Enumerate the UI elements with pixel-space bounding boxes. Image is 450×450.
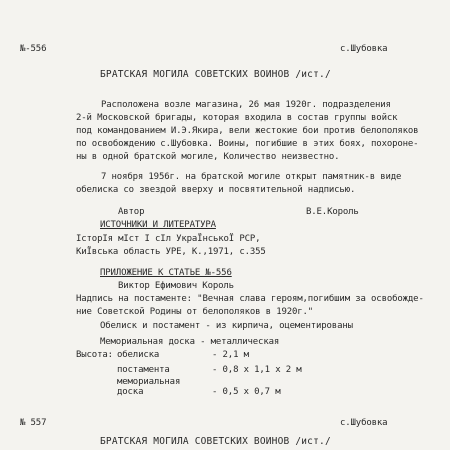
dims-label: Высота: [76,350,113,360]
author-label: Автор [118,207,145,217]
appendix-author: Виктор Ефимович Король [118,281,234,291]
para1-line: под командованием И.Э.Якира, вели жестокие бои против белополяков [76,126,419,136]
para1-line: ны в одной братской могиле, Количество неизвестно. [76,152,340,162]
para2-line: 7 ноября 1956г. на братской могиле открыт памятник-в виде [101,172,402,182]
inscription-line: ние Советской Родины от белополяков в 1920г." [76,307,314,317]
para1-line: Расположена возле магазина, 26 мая 1920г. подразделения [101,100,391,110]
dim-name: постамента [117,365,170,375]
dim-name: обелиска [117,350,160,360]
sources-heading: ИСТОЧНИКИ И ЛИТЕРАТУРА [100,220,216,230]
author-name: В.Е.Король [306,207,359,217]
village-name: с.Шубовка [340,44,388,54]
village-name: с.Шубовка [340,418,388,428]
para1-line: 2-й Московской бригады, которая входила в состав группы войск [76,113,398,123]
plaque-line: Мемориальная доска - металлическая [100,337,280,347]
dim-value: - 2,1 м [212,350,249,360]
record-title: БРАТСКАЯ МОГИЛА СОВЕТСКИХ ВОИНОВ /ист./ [100,436,331,447]
dim-value: - 0,5 х 0,7 м [212,387,281,397]
source-line: ІсторІя мІст І сІл УкраЇнськоЇ РСР, [76,234,261,244]
appendix-heading: ПРИЛОЖЕНИЕ К СТАТЬЕ №-556 [100,268,232,278]
material-line: Обелиск и постамент - из кирпича, оцементированы [100,321,353,331]
dim-value: - 0,8 х 1,1 х 2 м [212,365,302,375]
record-number: № 557 [20,418,47,428]
dim-name: мемориальная доска [117,377,181,397]
record-title: БРАТСКАЯ МОГИЛА СОВЕТСКИХ ВОИНОВ /ист./ [100,69,331,80]
inscription-line: Надпись на постаменте: "Вечная слава героям,погибшим за освобожде- [76,294,424,304]
record-number: №-556 [20,44,47,54]
para2-line: обелиска со звездой вверху и посвятительной надписью. [76,185,356,195]
para1-line: по освобождению с.Шубовка. Воины, погибшие в этих боях, похороне- [76,139,419,149]
source-line: КиЇвська область УРЕ, К.,1971, с.355 [76,247,266,257]
